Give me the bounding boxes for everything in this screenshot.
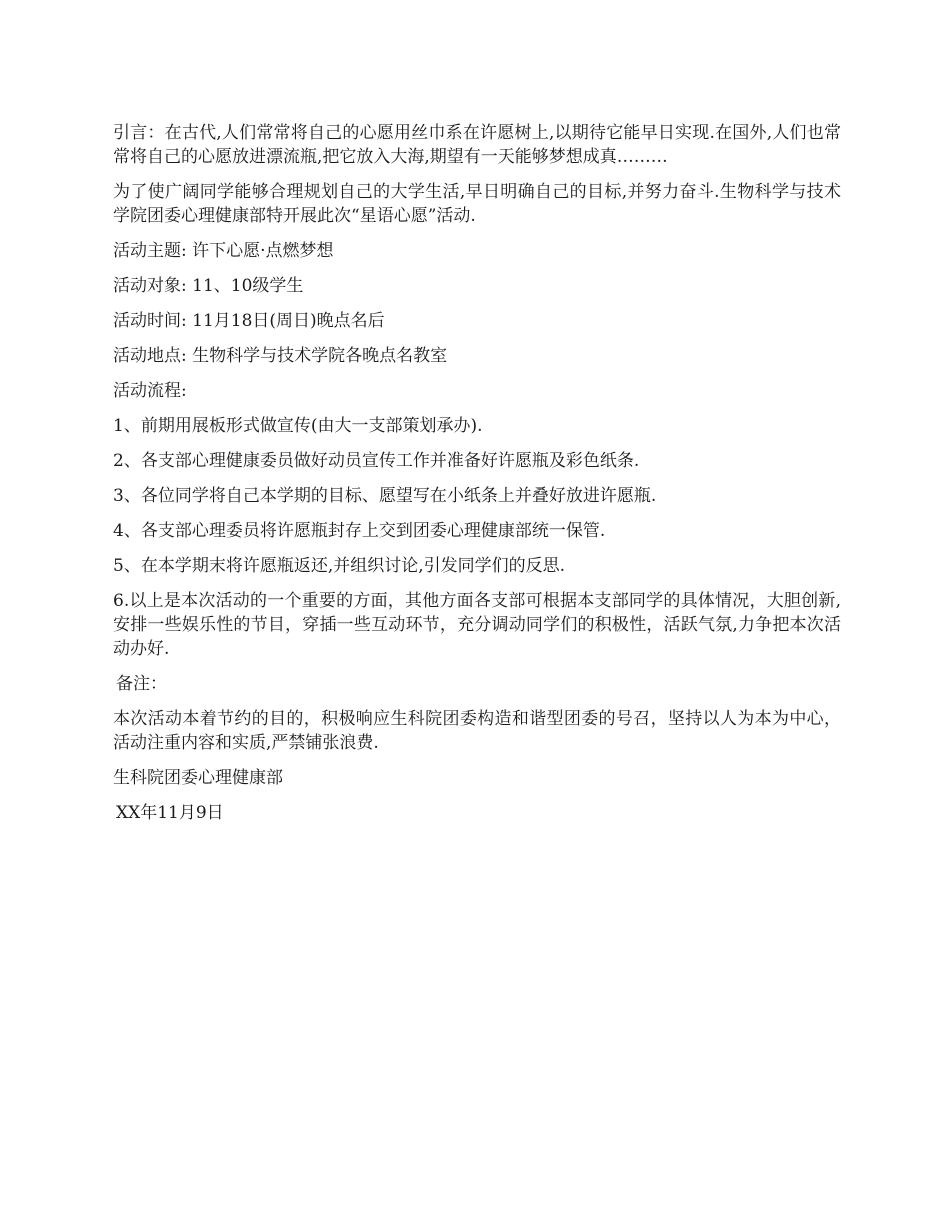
document-date: XX年11月9日 <box>116 803 224 823</box>
signature: 生科院团委心理健康部 <box>113 768 283 788</box>
activity-time: 活动时间: 11月18日(周日)晚点名后 <box>113 311 385 331</box>
document-page <box>113 121 841 836</box>
process-step-1: 1、前期用展板形式做宣传(由大一支部策划承办). <box>113 416 483 436</box>
intro-paragraph: 引言：在古代,人们常常将自己的心愿用丝巾系在许愿树上,以期待它能早日实现.在国外,人们也常常将自己的心愿放进漂流瓶,把它放入大海,期望有一天能够梦想成真……… <box>113 123 841 167</box>
activity-theme: 活动主题: 许下心愿·点燃梦想 <box>113 241 334 261</box>
process-step-5: 5、在本学期末将许愿瓶返还,并组织讨论,引发同学们的反思. <box>113 556 566 576</box>
purpose-paragraph: 为了使广阔同学能够合理规划自己的大学生活,早日明确自己的目标,并努力奋斗.生物科学与技术学院团委心理健康部特开展此次“星语心愿”活动. <box>113 182 841 226</box>
note-heading: 备注： <box>116 674 167 694</box>
process-step-4: 4、各支部心理委员将许愿瓶封存上交到团委心理健康部统一保管. <box>113 521 606 541</box>
activity-location: 活动地点: 生物科学与技术学院各晚点名教室 <box>113 346 448 366</box>
process-step-3: 3、各位同学将自己本学期的目标、愿望写在小纸条上并叠好放进许愿瓶. <box>113 486 657 506</box>
activity-audience: 活动对象: 11、10级学生 <box>113 276 304 296</box>
note-paragraph: 本次活动本着节约的目的，积极响应生科院团委构造和谐型团委的号召，坚持以人为本为中心，活动注重内容和实质,严禁铺张浪费. <box>113 709 841 753</box>
process-heading: 活动流程: <box>113 381 187 401</box>
process-step-2: 2、各支部心理健康委员做好动员宣传工作并准备好许愿瓶及彩色纸条. <box>113 451 640 471</box>
process-step-6: 6.以上是本次活动的一个重要的方面，其他方面各支部可根据本支部同学的具体情况，大胆创新,安排一些娱乐性的节目，穿插一些互动环节，充分调动同学们的积极性，活跃气氛,力争把本次活动办好. <box>113 591 841 659</box>
